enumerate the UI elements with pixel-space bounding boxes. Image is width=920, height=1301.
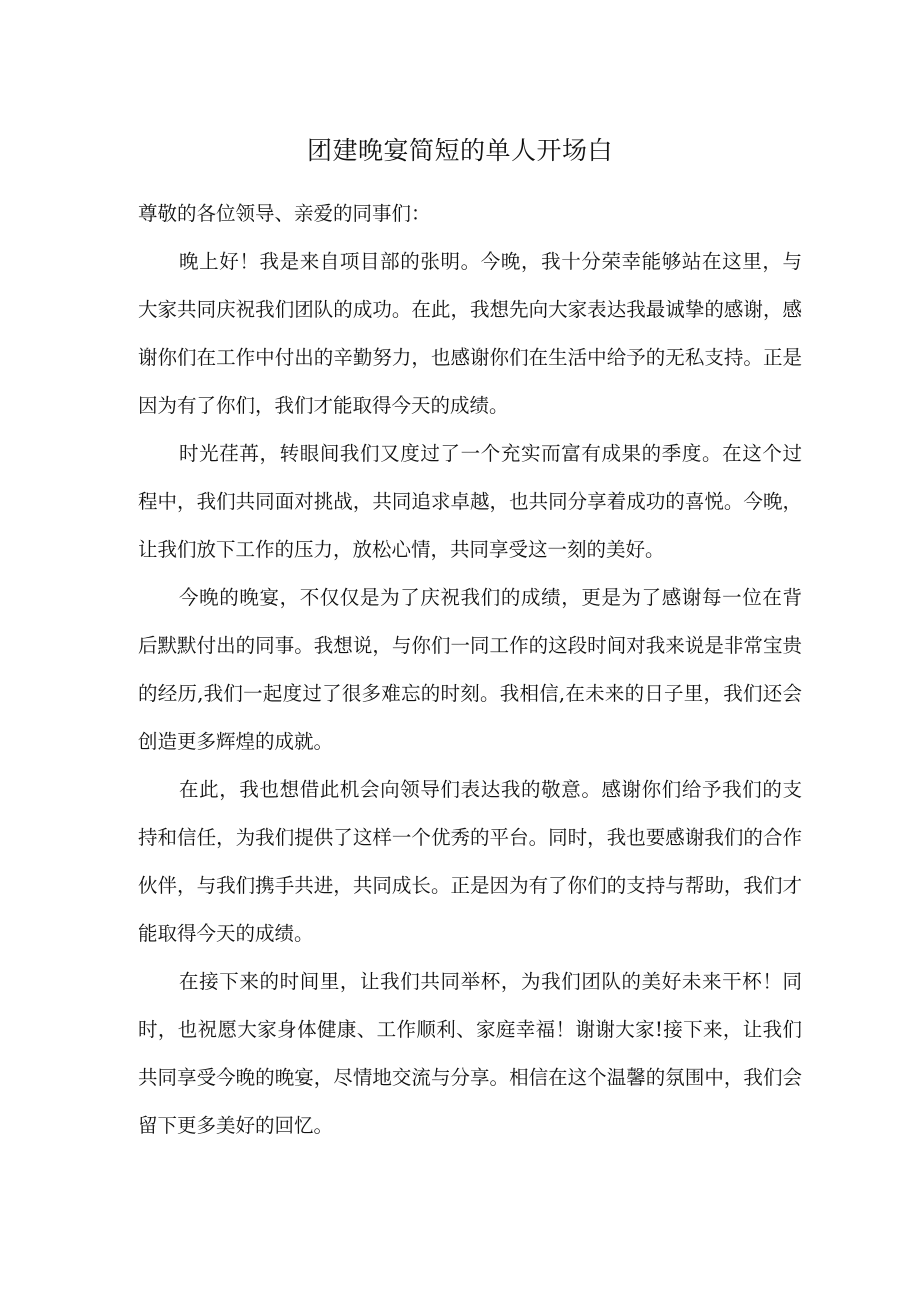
paragraph-4: 在此，我也想借此机会向领导们表达我的敬意。感谢你们给予我们的支持和信任，为我们提供了这样一个优秀的平台。同时，我也要感谢我们的合作伙伴，与我们携手共进，共同成长。正是因为有了你们的支持与帮助，我们才能取得今天的成绩。 <box>138 778 802 945</box>
paragraph-2: 时光荏苒，转眼间我们又度过了一个充实而富有成果的季度。在这个过程中，我们共同面对挑战，共同追求卓越，也共同分享着成功的喜悦。今晚，让我们放下工作的压力，放松心情，共同享受这一刻的美好。 <box>138 442 802 561</box>
salutation: 尊敬的各位领导、亲爱的同事们： <box>138 202 431 225</box>
paragraph-1: 晚上好！我是来自项目部的张明。今晚，我十分荣幸能够站在这里，与大家共同庆祝我们团队的成功。在此，我想先向大家表达我最诚挚的感谢，感谢你们在工作中付出的辛勤努力，也感谢你们在生活中给予的无私支持。正是因为有了你们，我们才能取得今天的成绩。 <box>138 250 802 417</box>
document-title: 团建晚宴简短的单人开场白 <box>306 136 613 165</box>
document-body <box>138 190 802 1150</box>
paragraph-5: 在接下来的时间里，让我们共同举杯，为我们团队的美好未来干杯！同时，也祝愿大家身体健康、工作顺利、家庭幸福！谢谢大家!接下来，让我们共同享受今晚的晚宴，尽情地交流与分享。相信在这个温馨的氛围中，我们会留下更多美好的回忆。 <box>138 970 802 1137</box>
paragraph-3: 今晚的晚宴，不仅仅是为了庆祝我们的成绩，更是为了感谢每一位在背后默默付出的同事。我想说，与你们一同工作的这段时间对我来说是非常宝贵的经历,我们一起度过了很多难忘的时刻。我相信,在未来的日子里，我们还会创造更多辉煌的成就。 <box>138 586 802 753</box>
